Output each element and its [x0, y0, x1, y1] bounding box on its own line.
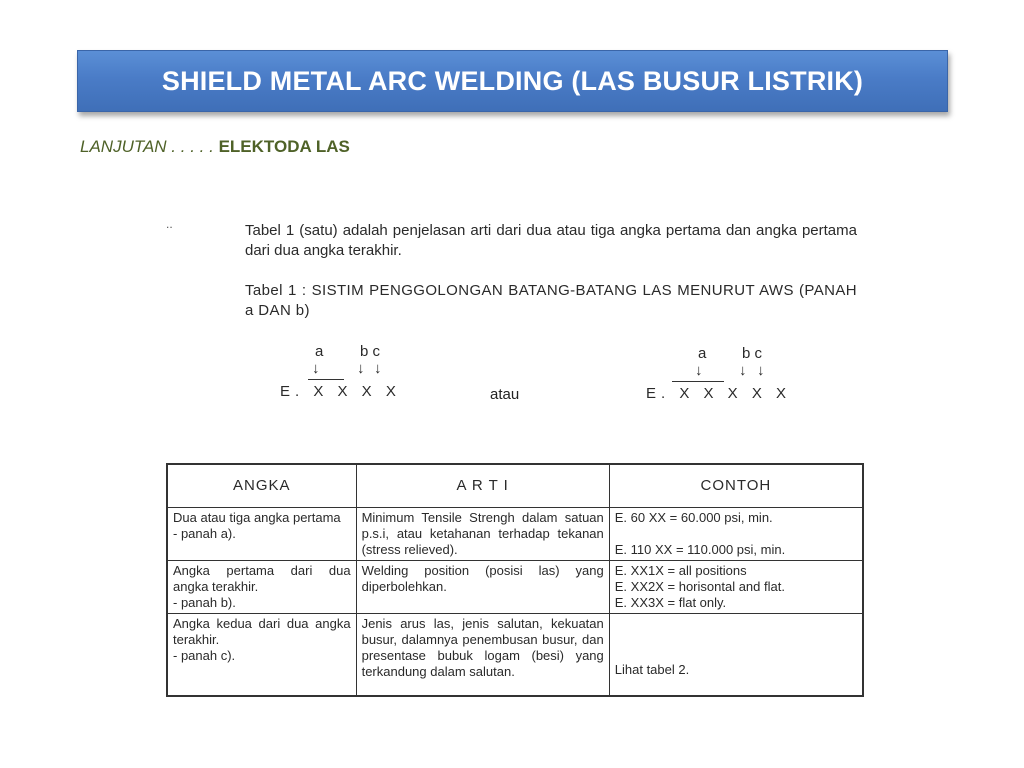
- cell-contoh: [609, 614, 863, 696]
- arrow-c-icon: ↓: [757, 362, 765, 379]
- subtitle-main: ELEKTODA LAS: [218, 137, 350, 156]
- contoh-line: E. XX1X = all positions: [614, 563, 747, 578]
- cell-arti: Minimum Tensile Strengh dalam satuan p.s.i, atau ketahanan terhadap tekanan (stress relieved).: [356, 508, 609, 561]
- angka-text: Dua atau tiga angka pertama: [173, 510, 341, 525]
- angka-arrow: - panah a).: [173, 526, 236, 541]
- contoh-line: E. XX2X = horisontal and flat.: [614, 579, 785, 594]
- formula-label-a: a: [315, 343, 324, 360]
- table-row: [167, 561, 863, 614]
- table-row: [167, 614, 863, 696]
- contoh-line: Lihat tabel 2.: [614, 662, 690, 677]
- formula-code: E. X X X X: [280, 383, 401, 400]
- header-contoh: CONTOH: [609, 464, 863, 508]
- subtitle: [80, 137, 350, 157]
- angka-arrow: - panah b).: [173, 595, 236, 610]
- table-row: [167, 508, 863, 561]
- table-header-row: [167, 464, 863, 508]
- arrow-a-icon: ↓: [312, 360, 320, 377]
- title-banner: [77, 50, 948, 112]
- formula-label-a: a: [698, 345, 707, 362]
- intro-paragraph: Tabel 1 (satu) adalah penjelasan arti dari dua atau tiga angka pertama dan angka pertama dari dua angka terakhir.: [245, 222, 857, 259]
- contoh-line: E. 110 XX = 110.000 psi, min.: [614, 542, 786, 557]
- arrow-c-icon: ↓: [374, 360, 382, 377]
- header-arti: A R T I: [356, 464, 609, 508]
- cell-contoh: [609, 561, 863, 614]
- cell-contoh: [609, 508, 863, 561]
- arrow-b-icon: ↓: [739, 362, 747, 379]
- cell-arti: Welding position (posisi las) yang diperbolehkan.: [356, 561, 609, 614]
- cell-arti: Jenis arus las, jenis salutan, kekuatan busur, dalamnya penembusan busur, dan presentase bubuk logam (besi) yang terkandung dalam salutan.: [356, 614, 609, 696]
- aws-classification-table: [166, 463, 864, 697]
- contoh-line: E. 60 XX = 60.000 psi, min.: [614, 510, 773, 525]
- formula-five-digit: [646, 345, 796, 405]
- angka-arrow: - panah c).: [173, 648, 236, 663]
- scanned-document: [160, 205, 880, 705]
- table-caption: Tabel 1 : SISTIM PENGGOLONGAN BATANG-BATANG LAS MENURUT AWS (PANAH a DAN b): [245, 282, 857, 319]
- scan-dots: ..: [166, 217, 173, 231]
- cell-angka: [167, 614, 356, 696]
- angka-text: Angka pertama dari dua angka terakhir.: [173, 563, 351, 594]
- underline-bar: [672, 381, 724, 382]
- formula-label-bc: b c: [360, 343, 381, 360]
- arrow-a-icon: ↓: [695, 362, 703, 379]
- cell-angka: [167, 508, 356, 561]
- contoh-line: E. XX3X = flat only.: [614, 595, 727, 610]
- formula-label-bc: b c: [742, 345, 763, 362]
- underline-bar: [308, 379, 344, 380]
- arrow-b-icon: ↓: [357, 360, 365, 377]
- slide-title: SHIELD METAL ARC WELDING (LAS BUSUR LISTRIK): [161, 65, 864, 96]
- connector-atau: atau: [490, 386, 520, 403]
- subtitle-prefix: LANJUTAN . . . . .: [80, 137, 214, 156]
- angka-text: Angka kedua dari dua angka terakhir.: [173, 616, 351, 647]
- formula-four-digit: [280, 343, 430, 403]
- formula-code: E. X X X X X: [646, 385, 792, 402]
- cell-angka: [167, 561, 356, 614]
- header-angka: ANGKA: [167, 464, 356, 508]
